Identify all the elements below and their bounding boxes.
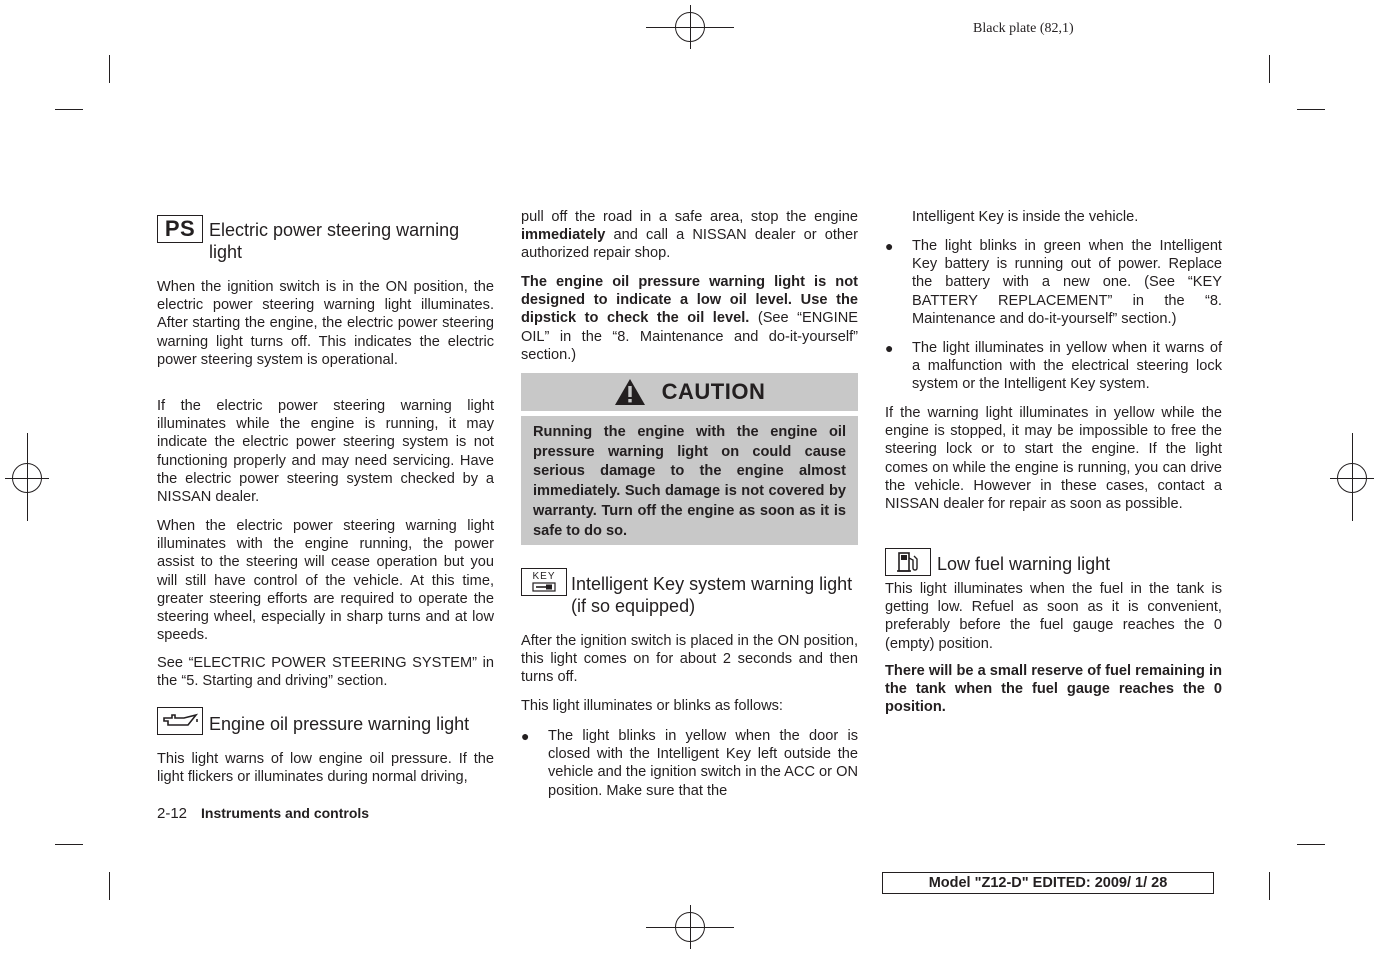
oil-text: pull off the road in a safe area, stop the engine: [521, 209, 858, 225]
model-edited-stamp: Model "Z12-D" EDITED: 2009/ 1/ 28: [882, 872, 1214, 894]
key-section-title: Intelligent Key system warning light (if so equipped): [571, 574, 853, 616]
key-bullet-text: The light blinks in yellow when the door is closed with the Intelligent Key left outside the vehicle and the ignition switch in the ACC or ON position. Make sure that the: [548, 728, 858, 799]
section-name: Instruments and controls: [201, 805, 370, 821]
ps-paragraph: When the electric power steering warning light illuminates with the engine running, the power assist to the steering will cease operation but you will still have control of the vehicle. At this time, greater steering efforts are required to operate the steering wheel, especially in sharp turns and at low speeds.: [157, 518, 494, 644]
page-number: 2-12: [157, 805, 188, 822]
oil-paragraph: This light warns of low engine oil pressure. If the light flickers or illuminates during normal driving,: [157, 751, 494, 786]
ps-paragraph: If the electric power steering warning light illuminates while the engine is running, it may indicate the electric power steering system is not functioning properly and may need servicing. Have the electric power steering system checked by a NISSAN dealer.: [157, 398, 494, 506]
fuel-section-title: Low fuel warning light: [937, 554, 1111, 574]
ps-icon-label: PS: [164, 216, 196, 241]
oil-note-bold: The engine oil pressure warning light is not designed to indicate a low oil level. Use the dipstick to check the oil level.: [521, 274, 858, 327]
key-bullet-text: The light illuminates in yellow when it warns of a malfunction with the electrical steering lock system or the Intelligent Key system.: [912, 340, 1222, 393]
oil-note: [521, 273, 858, 364]
oil-section-title: Engine oil pressure warning light: [209, 714, 470, 734]
key-after-paragraph: If the warning light illuminates in yellow while the engine is stopped, it may be impossible to free the steering lock or to start the engine. If the light comes on while the engine is running, you can drive the vehicle. However in these cases, contact a NISSAN dealer for repair as soon as possible.: [885, 405, 1222, 513]
bullet-dot-icon: ●: [885, 340, 894, 356]
oil-note-ref: (See “ENGINE OIL” in the “8. Maintenance and do-it-yourself” section.): [521, 310, 858, 363]
caution-text: Running the engine with the engine oil pressure warning light on could cause serious damage to the engine almost immediately. Such damage is not covered by warranty. Turn off the engine as soon as it is safe to do so.: [533, 424, 846, 539]
key-paragraph: This light illuminates or blinks as follows:: [521, 698, 783, 714]
ps-section-title: Electric power steering warning light: [209, 220, 460, 262]
key-paragraph: After the ignition switch is placed in the ON position, this light comes on for about 2 seconds and then turns off.: [521, 633, 858, 686]
bullet-dot-icon: ●: [885, 238, 894, 254]
key-icon-label: KEY: [532, 571, 556, 582]
page-footer: [157, 805, 369, 822]
fuel-paragraph: This light illuminates when the fuel in the tank is getting low. Refuel as soon as it is convenient, preferably before the fuel gauge reaches the 0 (empty) position.: [885, 581, 1222, 652]
ps-paragraph: See “ELECTRIC POWER STEERING SYSTEM” in the “5. Starting and driving” section.: [157, 655, 494, 690]
fuel-pump-icon: [885, 548, 931, 576]
oil-text: and call a NISSAN dealer or other authorized repair shop.: [521, 227, 858, 262]
ps-paragraph: When the ignition switch is in the ON position, the electric power steering warning light illuminates. After starting the engine, the electric power steering warning light turns off. This indicates the electric power steering system is operational.: [157, 279, 494, 368]
plate-label: Black plate (82,1): [973, 21, 1074, 36]
oil-can-icon: [157, 707, 203, 735]
key-bullet-text: The light blinks in green when the Intelligent Key battery is running out of power. Replace the battery with a new one. (See “KEY BATTERY REPLACEMENT” in the “8. Maintenance and do-it-yourself” section.): [912, 238, 1222, 327]
caution-box: [521, 416, 858, 545]
warning-triangle-icon: [614, 378, 646, 406]
oil-paragraph-continued: [521, 208, 858, 263]
fuel-note: There will be a small reserve of fuel remaining in the tank when the fuel gauge reaches the 0 position.: [885, 663, 1222, 716]
bullet-dot-icon: ●: [521, 728, 530, 744]
oil-emphasis: immediately: [521, 227, 606, 244]
caution-header: [521, 373, 858, 411]
key-warning-icon: [521, 568, 567, 596]
caution-title: CAUTION: [661, 379, 766, 404]
ps-warning-icon: [157, 215, 203, 243]
key-bullet-text: Intelligent Key is inside the vehicle.: [912, 209, 1139, 225]
